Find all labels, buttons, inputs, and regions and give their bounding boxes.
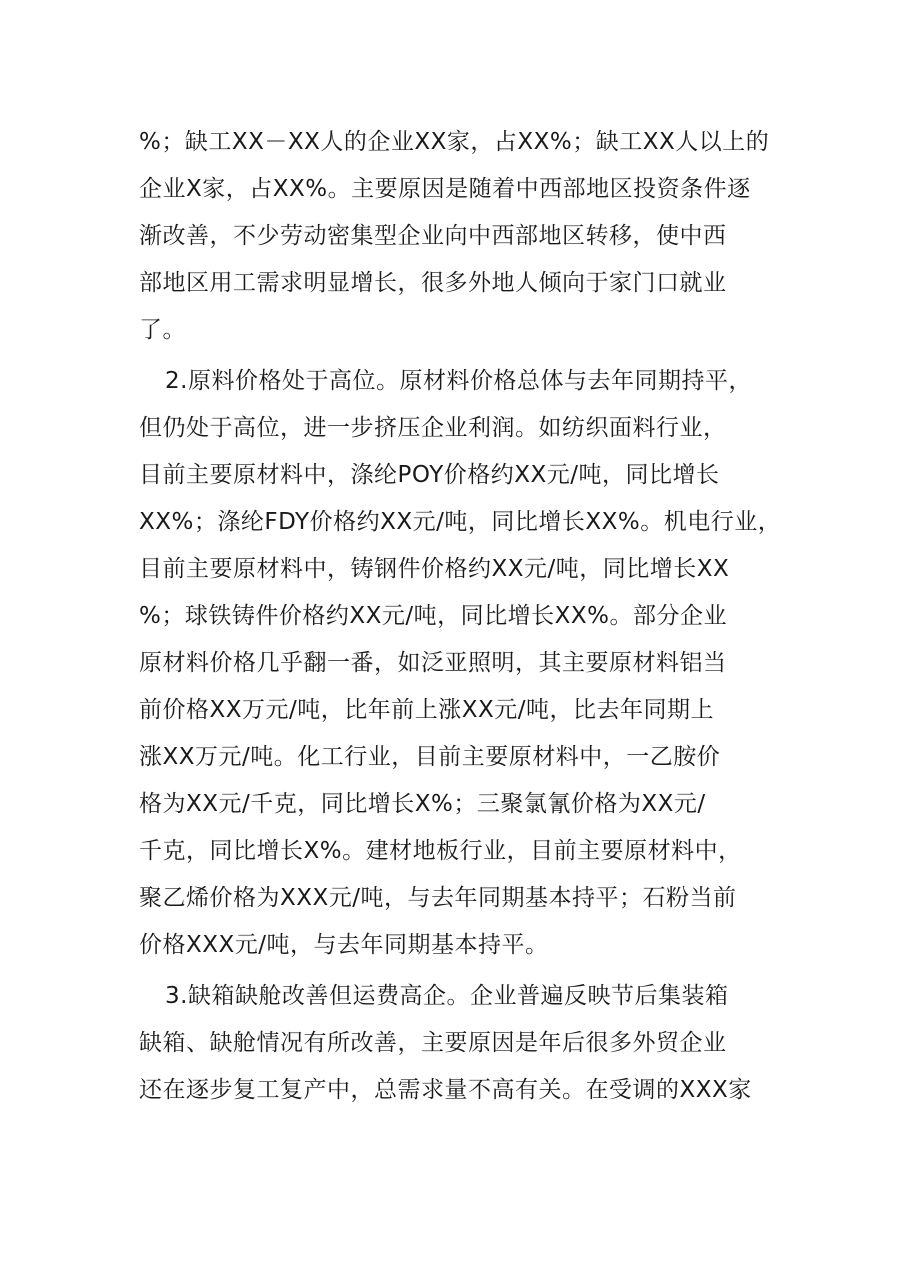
- text-line-18: 价格XXX元/吨，与去年同期基本持平。: [139, 932, 549, 958]
- text-line-16: 千克，同比增长X%。建材地板行业，目前主要原材料中，: [139, 838, 742, 864]
- text-line-15: 格为XX元/千克，同比增长X%；三聚氯氰价格为XX元/: [139, 791, 706, 817]
- text-line-6: 2.原料价格处于高位。原材料价格总体与去年同期持平，: [165, 368, 752, 394]
- text-line-10: 目前主要原材料中，铸钢件价格约XX元/吨，同比增长XX: [139, 556, 730, 582]
- text-line-1: %；缺工XX－XX人的企业XX家，占XX%；缺工XX人以上的: [139, 129, 770, 155]
- text-line-14: 涨XX万元/吨。化工行业，目前主要原材料中，一乙胺价: [139, 744, 721, 770]
- text-line-8: 目前主要原材料中，涤纶POY价格约XX元/吨，同比增长: [139, 462, 720, 488]
- text-line-5: 了。: [139, 317, 186, 343]
- text-line-13: 前价格XX万元/吨，比年前上涨XX元/吨，比去年同期上: [139, 697, 715, 723]
- text-line-3: 渐改善，不少劳动密集型企业向中西部地区转移，使中西: [139, 223, 727, 249]
- text-line-20: 缺箱、缺舱情况有所改善，主要原因是年后很多外贸企业: [139, 1030, 727, 1056]
- text-line-12: 原材料价格几乎翻一番，如泛亚照明，其主要原材料铝当: [139, 650, 727, 676]
- text-line-19: 3.缺箱缺舱改善但运费高企。企业普遍反映节后集装箱: [165, 983, 729, 1009]
- text-line-4: 部地区用工需求明显增长，很多外地人倾向于家门口就业: [139, 270, 727, 296]
- text-line-11: %；球铁铸件价格约XX元/吨，同比增长XX%。部分企业: [139, 603, 727, 629]
- text-line-9: XX%；涤纶FDY价格约XX元/吨，同比增长XX%。机电行业，: [139, 509, 782, 535]
- text-line-17: 聚乙烯价格为XXX元/吨，与去年同期基本持平；石粉当前: [139, 885, 737, 911]
- text-line-21: 还在逐步复工复产中，总需求量不高有关。在受调的XXX家: [139, 1077, 752, 1103]
- text-line-2: 企业X家，占XX%。主要原因是随着中西部地区投资条件逐: [139, 176, 751, 202]
- text-line-7: 但仍处于高位，进一步挤压企业利润。如纺织面料行业，: [139, 415, 727, 441]
